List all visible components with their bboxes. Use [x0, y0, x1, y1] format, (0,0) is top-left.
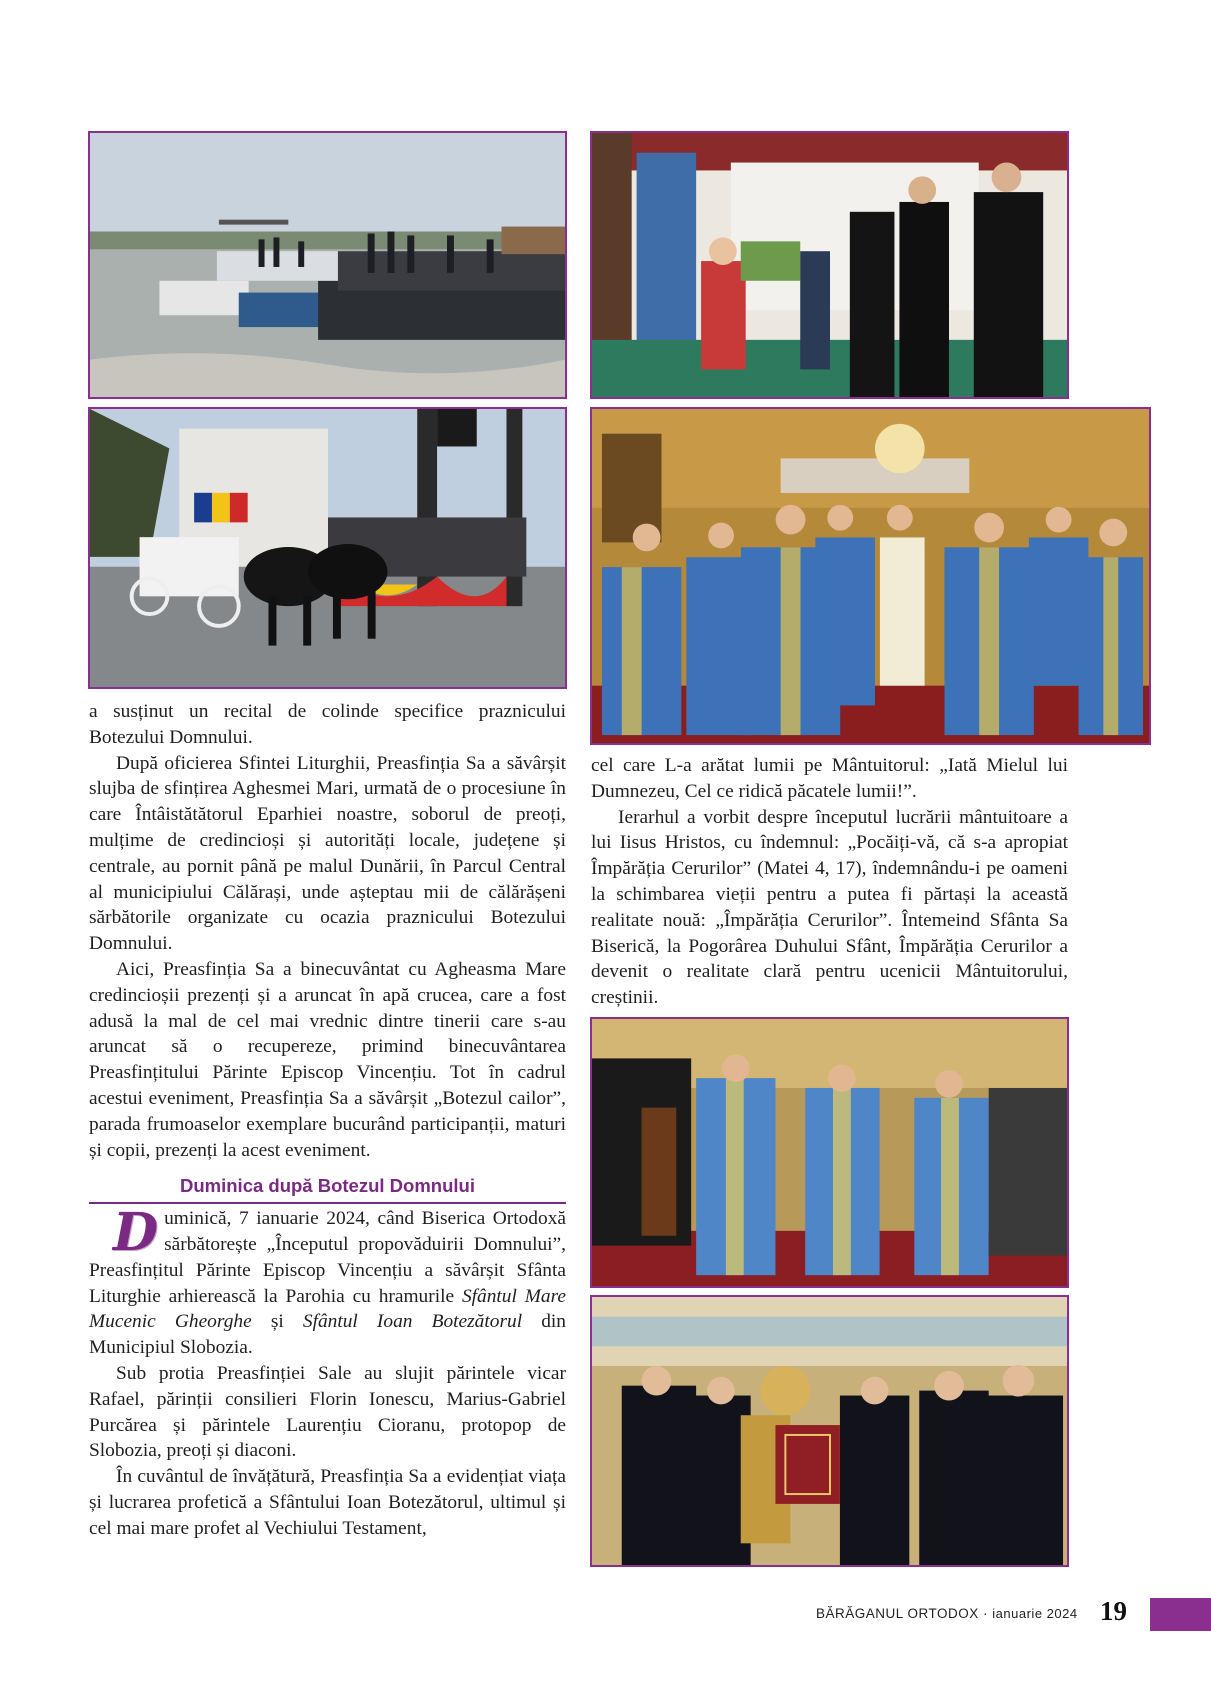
- paragraph: Duminică, 7 ianuarie 2024, când Biserica Ortodoxă sărbătorește „Începutul propovăduirii Domnului”, Preasfințitul Părinte Episcop Vincențiu a săvârșit Sfânta Liturghie arhierească la Parohia cu hramurile Sfântul Mare Mucenic Gheorghe și Sfântul Ioan Botezătorul din Municipiul Slobozia.: [89, 1202, 567, 1359]
- photo-youth-gospel: [590, 1295, 1069, 1567]
- paragraph: Sub protia Preasfinției Sale au slujit părintele vicar Rafael, părinții consilieri Florin Ionescu, Marius-Gabriel Purcărea și părintele Laurențiu Cioranu, protopop de Slobozia, preoți și diaconi.: [89, 1362, 566, 1462]
- page-tab: [1150, 1598, 1211, 1631]
- paragraph: cel care L-a arătat lumii pe Mântuitorul: „Iată Mielul lui Dumnezeu, Cel ce ridică păcatele lumii!”.: [591, 755, 1068, 802]
- photo-bishop-greeting: [590, 131, 1069, 399]
- magazine-name: BĂRĂGANUL ORTODOX: [816, 1606, 979, 1621]
- right-text-column: [591, 753, 1068, 1011]
- drop-cap: D: [113, 1202, 159, 1264]
- heading-rule: [89, 1202, 566, 1204]
- paragraph: Aici, Preasfinția Sa a binecuvântat cu Agheasma Mare credincioșii prezenți și a aruncat în apă crucea, care a fost adusă la mal de cel mai vrednic dintre tinerii care s-au aruncat să o recupereze, primind binecuvântarea Preasfințitului Părinte Episcop Vincențiu. Tot în cadrul acestui eveniment, Preasfinția Sa a săvârșit „Botezul cailor”, parada frumoaselor exemplare bucurând participanții, maturi și copii, prezenți la acest eveniment.: [89, 958, 566, 1161]
- issue-date: ianuarie 2024: [992, 1606, 1078, 1621]
- section-heading: Duminica după Botezul Domnului: [180, 1175, 475, 1197]
- paragraph: Ierarhul a vorbit despre începutul lucrării mântuitoare a lui Iisus Hristos, cu îndemnul: „Pocăiți-vă, că s-a apropiat Împărăția Cerurilor” (Matei 4, 17), îndemnându-i pe oameni la schimbarea vieții pentru a putea fi părtași la această realitate nouă: „Împărăția Cerurilor”. Întemeind Sfânta Sa Biserică, la Pogorârea Duhului Sfânt, Împărăția Cerurilor a devenit o realitate clară pentru ucenicii Mântuitorului, creștinii.: [591, 806, 1068, 1009]
- photo-church-clergy: [590, 407, 1151, 745]
- page-number: 19: [1100, 1596, 1127, 1626]
- photo-boat-danube: [88, 131, 567, 399]
- paragraph: După oficierea Sfintei Liturghii, Preasfinția Sa a săvârșit slujba de sfințirea Aghesmei Mari, urmată de o procesiune în care Întâistătătorul Eparhiei noastre, soborul de preoți, mulțime de credincioși și autorități locale, județene și centrale, au pornit până pe malul Dunării, în Parcul Central al municipiului Călărași, unde așteptau mii de călărășeni sărbătorile organizate cu ocazia praznicului Botezului Domnului.: [89, 752, 566, 955]
- paragraph: a susținut un recital de colinde specifice praznicului Botezului Domnului.: [89, 701, 566, 748]
- footer-publication: BĂRĂGANUL ORTODOX · ianuarie 2024: [816, 1606, 1078, 1621]
- paragraph: În cuvântul de învățătură, Preasfinția Sa a evidențiat viața și lucrarea profetică a Sfântului Ioan Botezătorul, ultimul și cel mai mare profet al Vechiului Testament,: [89, 1466, 566, 1539]
- left-text-column: [89, 699, 566, 1542]
- photo-clergy-gospel: [590, 1017, 1069, 1288]
- photo-horse-carriage: [88, 407, 567, 689]
